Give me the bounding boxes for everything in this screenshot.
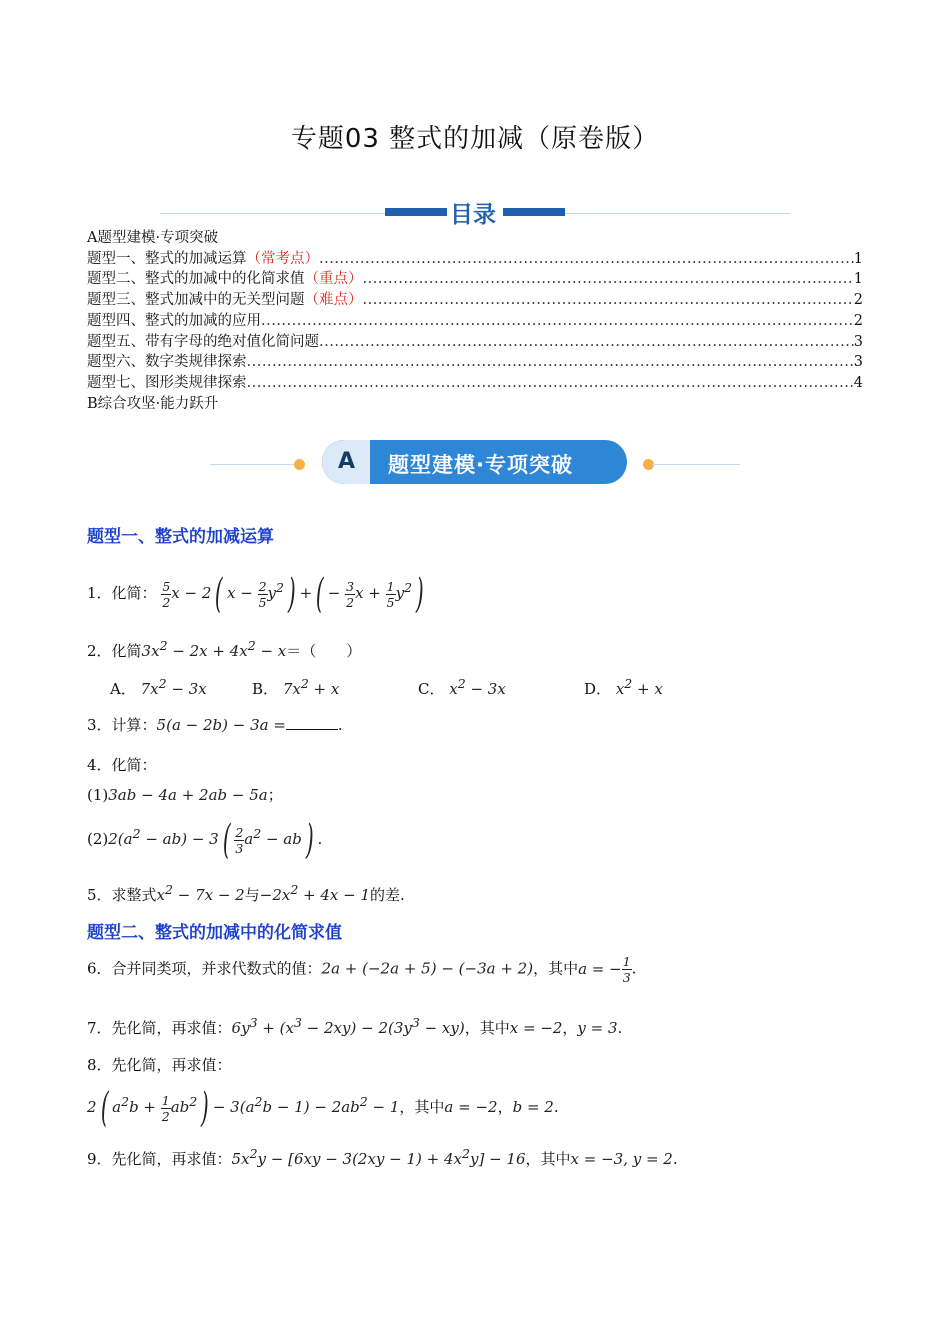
toc-item-label: 题型一、整式的加减运算 xyxy=(87,250,247,267)
question-tail: 的差. xyxy=(370,886,405,904)
math-expression: $\frac{5}{2}$ x − 2( x − $\frac{2}{5}$ $y^2$) +( − $\frac{3}{2}$ x + $\frac{1}{5}$ $y^2$) xyxy=(162,571,424,617)
banner-dot-left xyxy=(294,459,305,470)
question-label: 7．先化简，再求值： xyxy=(87,1019,232,1037)
toc-item[interactable] xyxy=(87,332,863,353)
punctuation: ； xyxy=(267,786,283,804)
toc-item-label: 题型二、整式的加减中的化简求值 xyxy=(87,271,305,288)
toc-item[interactable] xyxy=(87,373,863,394)
question-label: 6．合并同类项，并求代数式的值： xyxy=(87,959,322,978)
math-condition: a = −2 xyxy=(444,1098,498,1116)
part-label: (1) xyxy=(87,786,109,804)
question-label: 9．先化简，再求值： xyxy=(87,1150,232,1168)
punctuation: . xyxy=(617,1019,623,1037)
toc-item[interactable] xyxy=(87,311,863,332)
toc-item-page: 2 xyxy=(853,312,863,329)
toc-item-page: 4 xyxy=(853,374,863,391)
toc-item-label: 题型七、图形类规律探索 xyxy=(87,374,247,391)
punctuation: ， xyxy=(562,1019,578,1037)
table-of-contents xyxy=(87,228,863,414)
answer-blank[interactable] xyxy=(286,715,338,730)
section-banner xyxy=(210,440,740,486)
page-title: 专题03 整式的加减（原卷版） xyxy=(290,124,660,154)
math-expression: 2( $a^2b$ + $\frac{1}{2}$ $ab^2) - 3(a^2b - 1) - 2ab^2 - 1$ xyxy=(87,1085,400,1131)
banner-rule-left xyxy=(210,464,298,465)
question-8-expression xyxy=(87,1085,559,1131)
math-expression: 2a + (−2a + 5) − (−3a + 2) xyxy=(321,959,534,978)
toc-item-page: 1 xyxy=(853,271,863,288)
toc-item[interactable] xyxy=(87,228,863,249)
math-expression: $6y^3 + (x^3 - 2xy) - 2(3y^3 - xy)$ xyxy=(231,1015,465,1037)
toc-item-label: A题型建模·专项突破 xyxy=(87,230,219,246)
condition-label: ，其中 xyxy=(399,1098,445,1116)
question-label: 2．化简 xyxy=(87,642,142,660)
punctuation: ， xyxy=(497,1098,513,1116)
toc-rule-right xyxy=(565,213,790,214)
question-1 xyxy=(87,571,428,617)
math-expression: $x^2 - 7x - 2$ xyxy=(156,882,245,904)
toc-item-tag: （难点） xyxy=(304,292,363,309)
banner-text: 题型建模·专项突破 xyxy=(388,453,573,477)
math-expression: $3x^2 - 2x + 4x^2 - x$ xyxy=(141,638,287,660)
option-b[interactable]: B． $7x^2 + x$ xyxy=(252,676,340,698)
punctuation: . xyxy=(337,716,343,734)
question-3 xyxy=(87,714,343,735)
option-letter: C． xyxy=(418,680,445,698)
toc-item[interactable] xyxy=(87,269,863,290)
question-9 xyxy=(87,1146,678,1169)
question-4-part-1 xyxy=(87,784,283,805)
math-expression: 5(a − 2b) − 3a = xyxy=(156,716,286,734)
condition-label: ，其中 xyxy=(533,959,579,978)
toc-item-page: 3 xyxy=(853,354,863,371)
toc-item-tag: （重点） xyxy=(304,271,363,288)
condition-label: ，其中 xyxy=(525,1150,571,1168)
math-expression: $2(a^2 - ab) - 3$( $\frac{2}{3}$ $a^2 - ab$) xyxy=(108,817,314,863)
toc-heading: 目录 xyxy=(450,202,496,228)
toc-bar-right xyxy=(503,208,565,216)
question-label: 5．求整式 xyxy=(87,886,157,904)
toc-bar-left xyxy=(385,208,447,216)
punctuation: . xyxy=(672,1150,678,1168)
toc-heading-bar xyxy=(0,196,950,232)
toc-item-label: 题型六、数字类规律探索 xyxy=(87,354,247,371)
toc-item-page: 3 xyxy=(853,333,863,350)
punctuation: . xyxy=(553,1098,559,1116)
toc-item[interactable] xyxy=(87,249,863,270)
math-condition: a = − $\frac{1}{3}$ xyxy=(578,954,631,985)
banner-pill xyxy=(322,440,627,484)
toc-item-page: 2 xyxy=(853,292,863,309)
math-condition: y = 3 xyxy=(577,1019,618,1037)
toc-item-label: 题型五、带有字母的绝对值化简问题 xyxy=(87,333,319,350)
section-heading-1: 题型一、整式的加减运算 xyxy=(87,527,274,547)
question-4: 4．化简： xyxy=(87,756,157,774)
toc-item[interactable] xyxy=(87,290,863,311)
toc-item-label: B综合攻坚·能力跃升 xyxy=(87,395,219,412)
math-condition: x = −3, y = 2 xyxy=(570,1150,673,1168)
toc-item[interactable] xyxy=(87,352,863,373)
section-heading-2: 题型二、整式的加减中的化简求值 xyxy=(87,923,342,943)
option-letter: A． xyxy=(110,680,136,698)
question-8: 8．先化简，再求值： xyxy=(87,1056,232,1074)
banner-rule-right xyxy=(652,464,740,465)
punctuation: . xyxy=(317,830,323,848)
question-5 xyxy=(87,882,405,905)
math-expression: 3ab − 4a + 2ab − 5a xyxy=(108,786,268,804)
question-label: 3．计算： xyxy=(87,716,157,734)
option-letter: D． xyxy=(584,680,612,698)
answer-paren: ＝（ ） xyxy=(286,642,362,660)
question-4-part-2 xyxy=(87,817,323,863)
question-7 xyxy=(87,1015,622,1038)
option-a[interactable]: A． $7x^2 - 3x$ xyxy=(110,676,207,698)
toc-item-label: 题型三、整式加减中的无关型问题 xyxy=(87,292,305,309)
condition-label: ，其中 xyxy=(464,1019,510,1037)
toc-rule-left xyxy=(160,213,385,214)
question-6 xyxy=(87,954,636,985)
math-expression: $5x^2y - [6xy - 3(2xy - 1) + 4x^2y] - 16$ xyxy=(231,1146,526,1168)
question-label: 1．化简： xyxy=(87,584,157,602)
toc-item-page: 1 xyxy=(853,250,863,267)
question-2 xyxy=(87,638,361,661)
part-label: (2) xyxy=(87,830,109,848)
punctuation: . xyxy=(631,959,637,978)
connector: 与 xyxy=(244,886,260,904)
banner-letter: A xyxy=(338,449,356,474)
math-condition: b = 2 xyxy=(512,1098,554,1116)
math-condition: x = −2 xyxy=(509,1019,563,1037)
toc-item-label: 题型四、整式的加减的应用 xyxy=(87,312,261,329)
math-expression: $-2x^2 + 4x - 1$ xyxy=(259,882,371,904)
toc-item-tag: （常考点） xyxy=(246,250,319,267)
option-c[interactable]: C． $x^2 - 3x$ xyxy=(418,676,506,698)
option-d[interactable]: D． $x^2 + x$ xyxy=(584,676,663,698)
option-letter: B． xyxy=(252,680,279,698)
toc-item[interactable] xyxy=(87,394,863,415)
